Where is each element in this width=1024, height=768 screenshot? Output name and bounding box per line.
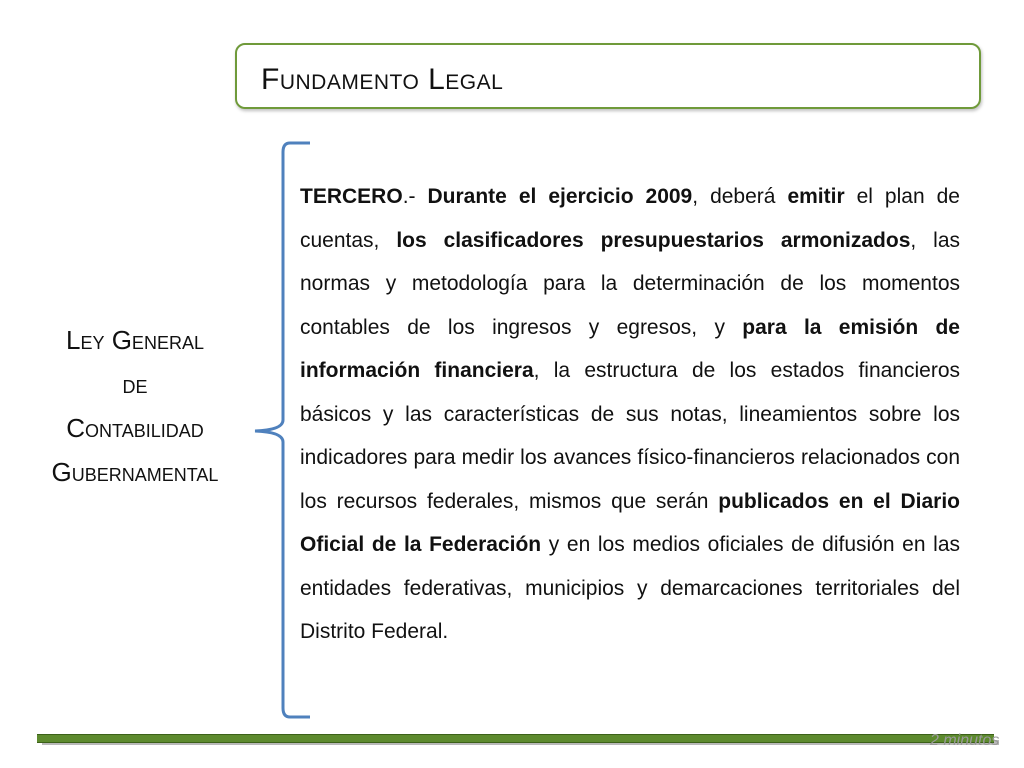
bold-text-segment: publicados en el Diario Oficial de la Federación (300, 489, 961, 556)
text-segment: , las normas y metodología para la determinación de los momentos contables de los ingresos y egresos, y (300, 228, 961, 339)
text-segment: y en los medios oficiales de difusión en las entidades federativas, municipios y demarcaciones territoriales del Distrito Federal. (300, 533, 960, 643)
law-name-line-1: Ley General (66, 325, 204, 355)
footer-note: 2 minutos (930, 732, 1000, 749)
text-segment: el plan de cuentas, (300, 185, 960, 252)
bold-text-segment: los clasificadores presupuestarios armonizados (396, 228, 911, 252)
footer-bar (37, 734, 994, 743)
text-segment: , deberá (692, 185, 788, 208)
law-name-line-3: Contabilidad (66, 413, 204, 443)
text-segment: .- (402, 185, 428, 208)
page-title: Fundamento Legal (261, 63, 504, 96)
text-segment: , la estructura de los estados financieros básicos y las características de sus notas, lineamientos sobre los indicadores para medir los avances físico-financieros relacionados con los recursos federales, mismos que serán (300, 359, 960, 513)
bold-text-segment: Durante el ejercicio 2009 (427, 185, 693, 208)
law-name-line-2: de (122, 369, 148, 399)
bold-text-segment: TERCERO (300, 185, 403, 208)
law-name (30, 318, 240, 494)
article-text (300, 175, 960, 654)
bold-text-segment: para la emisión de información financiera (300, 315, 960, 382)
title-box (235, 43, 981, 109)
bold-text-segment: emitir (787, 185, 845, 208)
law-name-line-4: Gubernamental (51, 457, 219, 487)
